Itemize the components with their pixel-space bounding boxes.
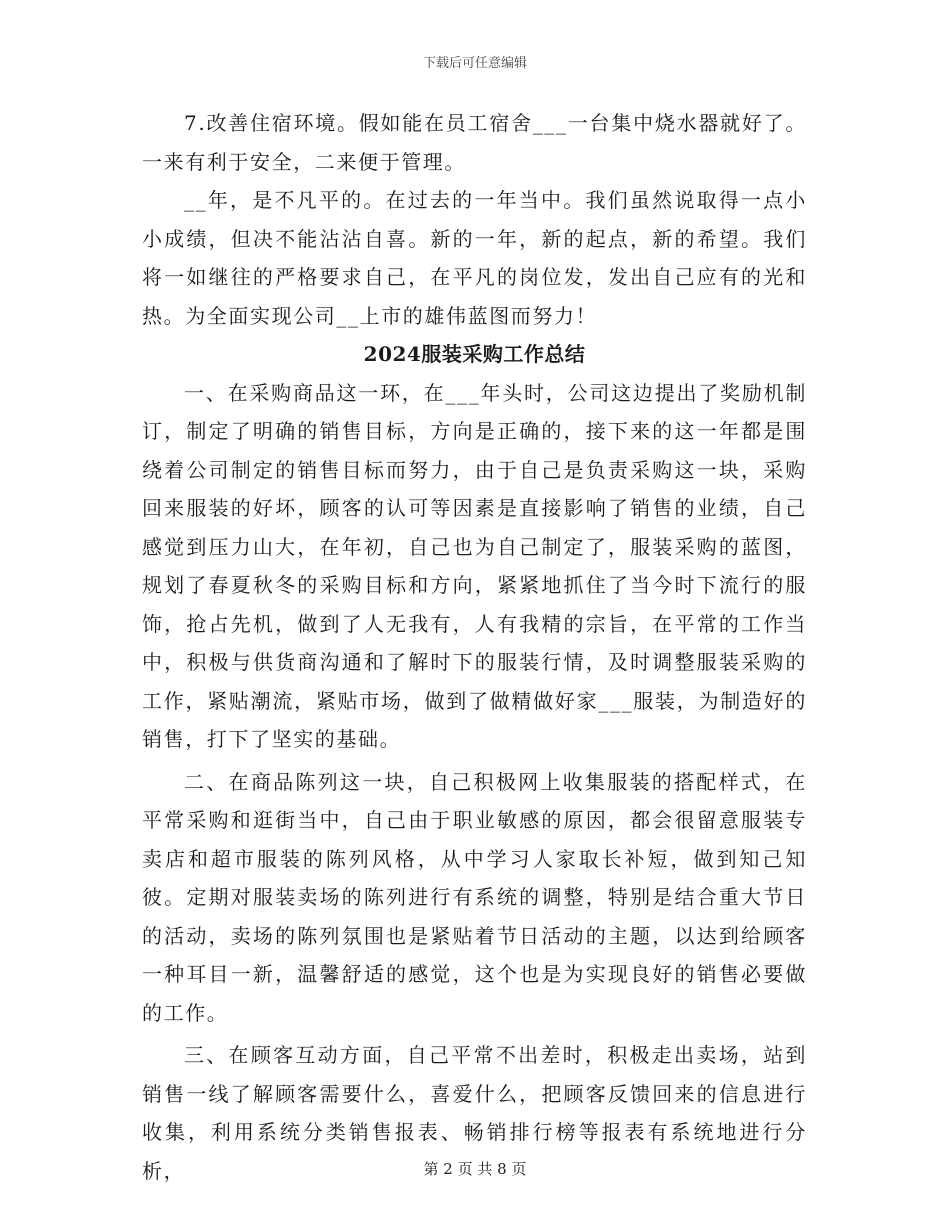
page-header-note: 下载后可任意编辑 [422,56,527,71]
document-title: 2024服装采购工作总结 [363,342,586,366]
paragraph-year-summary: __年，是不凡平的。在过去的一年当中。我们虽然说取得一点小小成绩，但决不能沾沾自喜。新的一年，新的起点，新的希望。我们将一如继往的严格要求自己，在平凡的岗位发，发出自己应有的光和热。为全面实现公司__上市的雄伟蓝图而努力！ [142,188,807,328]
paragraph-purchasing: 一、在采购商品这一环，在___年头时，公司这边提出了奖励机制订，制定了明确的销售目标，方向是正确的，接下来的这一年都是围绕着公司制定的销售目标而努力，由于自己是负责采购这一块，采购回来服装的好坏，顾客的认可等因素是直接影响了销售的业绩，自己感觉到压力山大，在年初，自己也为自己制定了，服装采购的蓝图，规划了春夏秋冬的采购目标和方向，紧紧地抓住了当今时下流行的服饰，抢占先机，做到了人无我有，人有我精的宗旨，在平常的工作当中，积极与供货商沟通和了解时下的服装行情，及时调整服装采购的工作，紧贴潮流，紧贴市场，做到了做精做好家___服装，为制造好的销售，打下了坚实的基础。 [142,380,807,751]
paragraph-customer-interaction: 三、在顾客互动方面，自己平常不出差时，积极走出卖场，站到销售一线了解顾客需要什么，喜爱什么，把顾客反馈回来的信息进行收集，利用系统分类销售报表、畅销排行榜等报表有系统地进行分析， [142,1043,807,1183]
paragraph-display: 二、在商品陈列这一块，自己积极网上收集服装的搭配样式，在平常采购和逛街当中，自己由于职业敏感的原因，都会很留意服装专卖店和超市服装的陈列风格，从中学习人家取长补短，做到知己知彼。定期对服装卖场的陈列进行有系统的调整，特别是结合重大节日的活动，卖场的陈列氛围也是紧贴着节日活动的主题，以达到给顾客一种耳目一新，温馨舒适的感觉，这个也是为实现良好的销售必要做的工作。 [142,769,807,1025]
paragraph-improve-housing: 7.改善住宿环境。假如能在员工宿舍___一台集中烧水器就好了。一来有利于安全，二来便于管理。 [142,111,807,174]
document-body [142,104,807,1190]
page-number: 第 2 页 共 8 页 [423,1160,527,1178]
